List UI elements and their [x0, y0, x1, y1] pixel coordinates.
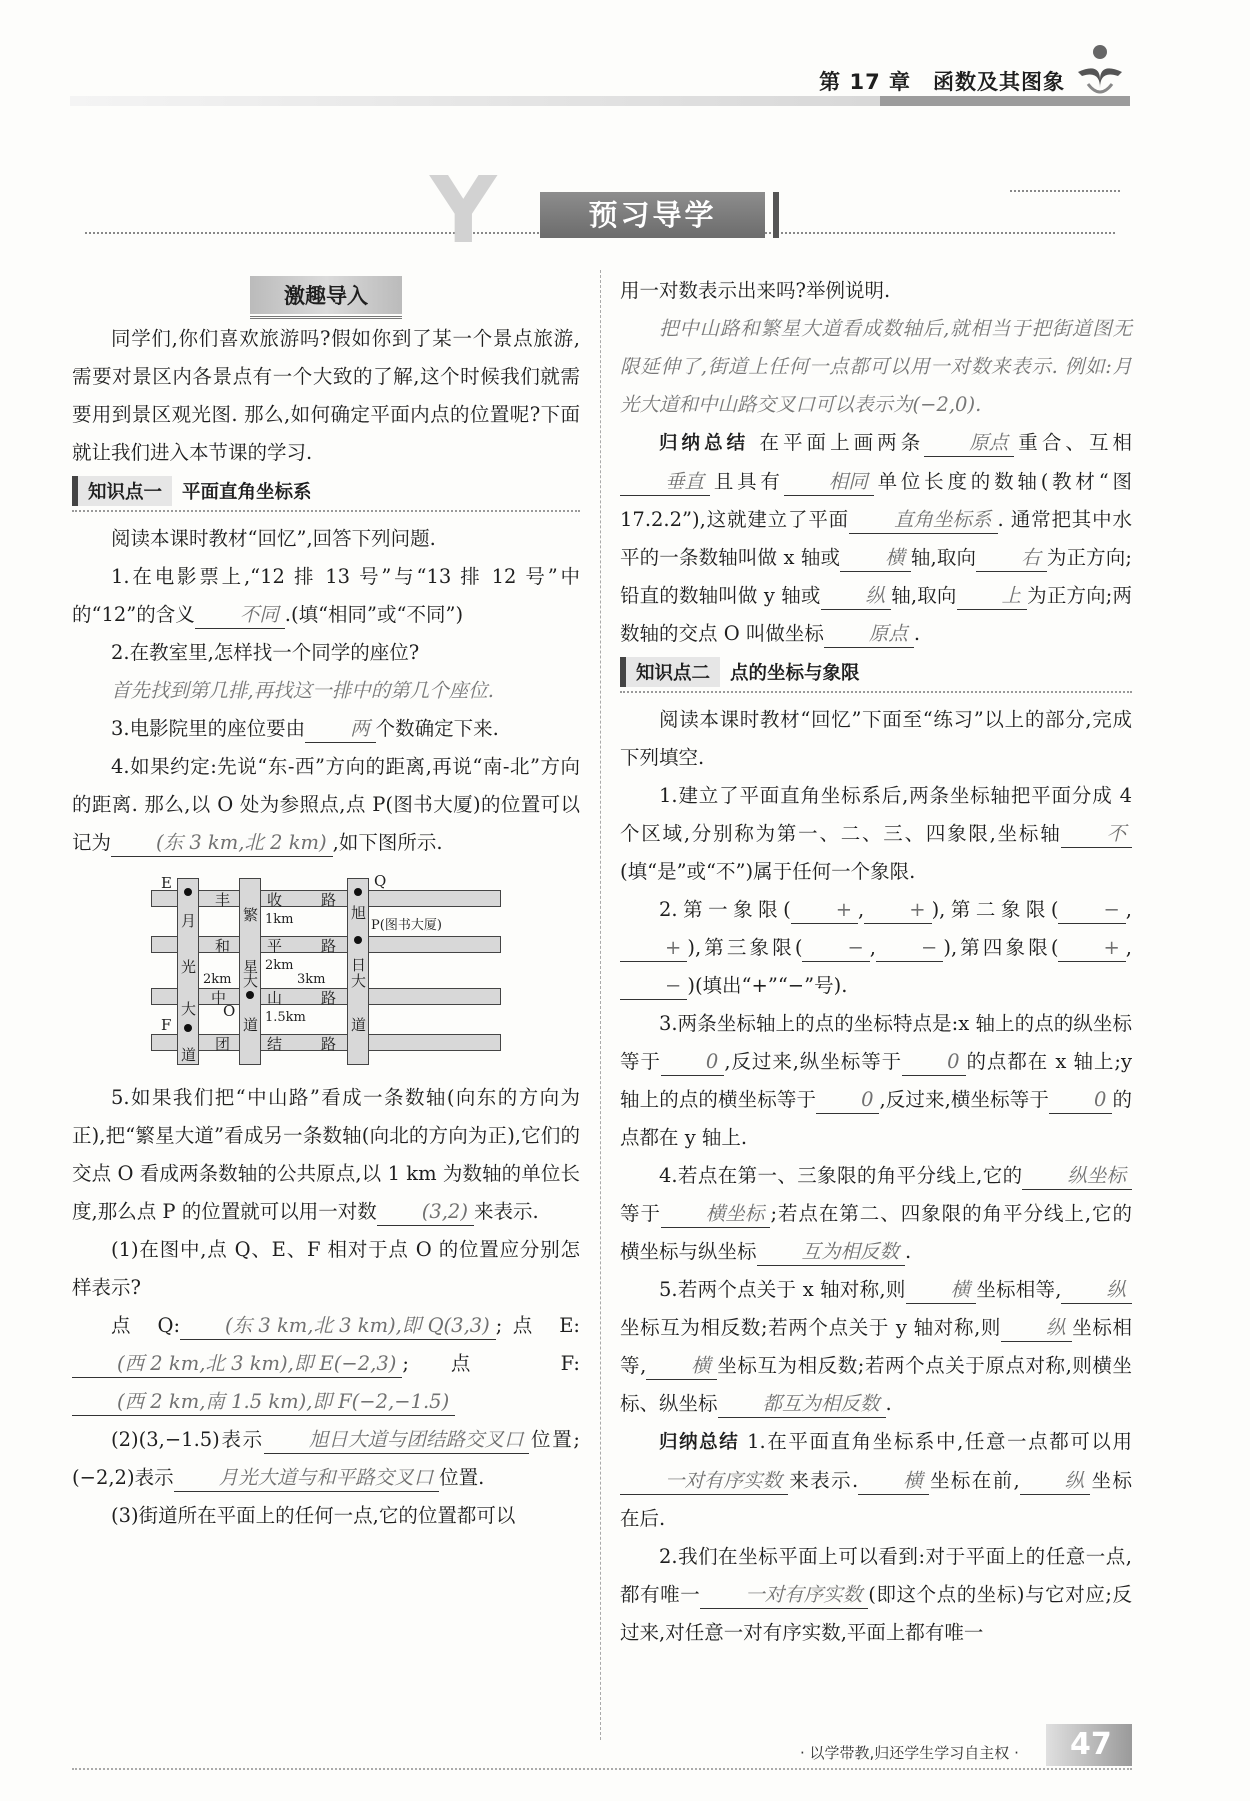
answer-blank: 横	[858, 1468, 929, 1495]
answer-blank: 横	[840, 545, 911, 572]
reading-person-logo-icon	[1070, 40, 1130, 100]
answer-blank: 一对有序实数	[700, 1582, 868, 1609]
page-number: 47	[1070, 1727, 1112, 1762]
road-label: 中	[211, 989, 227, 1007]
answer-blank: −	[802, 935, 869, 962]
answer-blank: 都互为相反数	[718, 1391, 886, 1418]
answer-blank: +	[791, 897, 858, 924]
summary-2-item-2: 2.我们在坐标平面上可以看到:对于平面上的任意一点,都有唯一 一对有序实数 (即这个点的坐标)与它对应;反过来,对任意一对有序实数,平面上都有唯一	[620, 1545, 1132, 1644]
point-label: O	[223, 1002, 236, 1020]
read-instruction-1: 阅读本课时教材“回忆”,回答下列问题.	[111, 527, 436, 550]
item-1: 1.建立了平面直角坐标系后,两条坐标轴把平面分成 4 个区域,分别称为第一、二、三、四象限,坐标轴 不(填“是”或“不”)属于任何一个象限.	[620, 784, 1132, 883]
answer-blank: 原点	[824, 621, 914, 648]
answer-blank: 直角坐标系	[849, 507, 998, 534]
answer-blank: 0	[1049, 1087, 1112, 1114]
road-label: 路	[321, 1035, 337, 1053]
footer-line	[72, 1768, 1132, 1770]
right-column	[620, 272, 1132, 1652]
avenue-label: 大	[181, 1000, 197, 1018]
summary-1: 归纳总结 在平面上画两条 原点 重合、互相垂直 且具有 相同 单位长度的数轴(教材“图 17.2.2”),这就建立了平面 直角坐标系 . 通常把其中水平的一条数轴叫做 x 轴或 横 轴,取向 右 为正方向;铅直的数轴叫做 y 轴或 纵 轴,取向 上 为正方向;两数轴的交点 O 叫做坐标 原点 .	[620, 424, 1132, 653]
avenue-label: 道	[181, 1046, 197, 1064]
item-4: 4.若点在第一、三象限的角平分线上,它的 纵坐标等于 横坐标 ;若点在第二、四象限的角平分线上,它的横坐标与纵坐标 互为相反数 .	[620, 1157, 1132, 1271]
avenue-label: 光	[181, 958, 197, 976]
kp1-title: 平面直角坐标系	[182, 482, 312, 503]
road-label: 平	[267, 937, 283, 955]
point-label: F	[161, 1016, 172, 1034]
answer-blank: 原点	[924, 430, 1014, 457]
answer-blank: 纵坐标	[1022, 1163, 1132, 1190]
question-3: 3.电影院里的座位要由 两 个数确定下来.	[72, 710, 580, 748]
answer-blank: 横	[906, 1277, 977, 1304]
answer-blank: 横	[646, 1353, 717, 1380]
answer-blank: −	[620, 973, 687, 1000]
answer-blank: 不	[1061, 821, 1132, 848]
avenue-label: 大	[351, 972, 367, 990]
map-point	[246, 991, 254, 999]
map-point	[354, 888, 362, 896]
answer-blank: (东 3 km,北 2 km)	[111, 830, 333, 857]
question-2-answer: 首先找到第几排,再找这一排中的第几个座位.	[111, 679, 494, 702]
answer-blank: −	[876, 935, 943, 962]
answer-blank: 纵	[1020, 1468, 1091, 1495]
answer-blank: 纵	[1001, 1315, 1072, 1342]
question-1: 1.在电影票上,“12 排 13 号”与“13 排 12 号”中的“12”的含义 不同 .(填“相同”或“不同”)	[72, 558, 580, 634]
avenue-label: 繁	[243, 906, 259, 924]
answer-blank: 相同	[784, 469, 874, 496]
road-label: 丰	[215, 891, 231, 909]
intro-heading: 激趣导入	[72, 276, 580, 314]
read-instruction-2: 阅读本课时教材“回忆”下面至“练习”以上的部分,完成下列填空.	[620, 708, 1132, 769]
answer-blank: 月光大道与和平路交叉口	[174, 1465, 440, 1492]
road-label: 路	[321, 937, 337, 955]
answer-blank: 上	[957, 583, 1028, 610]
answer-blank: 0	[902, 1049, 965, 1076]
answer-blank: 横坐标	[661, 1201, 771, 1228]
question-5-3: (3)街道所在平面上的任何一点,它的位置都可以	[111, 1504, 516, 1527]
intro-text: 同学们,你们喜欢旅游吗?假如你到了某一个景点旅游,需要对景区内各景点有一个大致的了解,这个时候我们就需要用到景区观光图. 那么,如何确定平面内点的位置呢?下面就让我们进入本节课的学习.	[72, 327, 580, 464]
answer-blank: 两	[305, 716, 376, 743]
avenue-label: 道	[351, 1016, 367, 1034]
street-map	[151, 874, 501, 1069]
distance-label: 2km	[203, 972, 232, 987]
answer-blank: +	[864, 897, 931, 924]
answer-blank: +	[620, 935, 687, 962]
answer-blank: 0	[661, 1049, 724, 1076]
road-label: 山	[267, 989, 283, 1007]
avenue-label: 星	[243, 958, 259, 976]
avenue-label: 道	[243, 1016, 259, 1034]
answer-blank: (东 3 km,北 3 km),即 Q(3,3)	[180, 1313, 496, 1340]
map-point	[184, 888, 192, 896]
chapter-title: 第 17 章 函数及其图象	[819, 70, 1065, 94]
knowledge-point-1	[72, 476, 580, 512]
avenue-label: 月	[181, 912, 197, 930]
question-5-2: (2)(3,−1.5)表示 旭日大道与团结路交叉口 位置;(−2,2)表示 月光大道与和平路交叉口 位置.	[72, 1421, 580, 1497]
answer-blank: 互为相反数	[757, 1239, 906, 1266]
map-point	[184, 1024, 192, 1032]
point-label: Q	[374, 872, 387, 890]
question-2: 2.在教室里,怎样找一个同学的座位?	[111, 641, 420, 664]
knowledge-point-2	[620, 657, 1132, 693]
item-5: 5.若两个点关于 x 轴对称,则 横 坐标相等, 纵坐标互为相反数;若两个点关于 y 轴对称,则 纵 坐标相等, 横 坐标互为相反数;若两个点关于原点对称,则横坐标、纵坐标 都互为相反数 .	[620, 1271, 1132, 1423]
answer-blank: 垂直	[620, 469, 710, 496]
road-label: 收	[267, 891, 283, 909]
summary-2: 归纳总结 1.在平面直角坐标系中,任意一点都可以用一对有序实数 来表示. 横 坐标在前, 纵 坐标在后.	[620, 1430, 1132, 1530]
answer-blank: −	[1058, 897, 1125, 924]
summary-label: 归纳总结	[659, 1432, 740, 1453]
question-5-3-answer: 把中山路和繁星大道看成数轴后,就相当于把街道图无限延伸了,街道上任何一点都可以用一对数来表示. 例如:月光大道和中山路交叉口可以表示为(−2,0).	[620, 317, 1132, 416]
point-label: E	[161, 874, 172, 892]
item-2: 2.第一象限( + , + ),第二象限( − ,+ ),第三象限( − , − ),第四象限( + ,− )(填出“+”“−”号).	[620, 891, 1132, 1005]
answer-blank: 旭日大道与团结路交叉口	[264, 1427, 530, 1454]
answer-blank: (西 2 km,北 3 km),即 E(−2,3)	[72, 1351, 402, 1378]
answer-blank: 纵	[821, 583, 892, 610]
section-title: 预习导学	[540, 192, 765, 238]
distance-label: 2km	[265, 958, 294, 973]
road-label: 和	[215, 937, 231, 955]
avenue-label: 日	[351, 956, 367, 974]
footer-slogan: · 以学带教,归还学生学习自主权 ·	[800, 1744, 1019, 1762]
answer-blank: 右	[976, 545, 1047, 572]
answer-blank: (3,2)	[377, 1199, 474, 1226]
point-label: P(图书大厦)	[371, 918, 442, 933]
answer-blank: 纵	[1061, 1277, 1132, 1304]
question-5-1: (1)在图中,点 Q、E、F 相对于点 O 的位置应分别怎样表示?	[72, 1238, 580, 1299]
avenue-label: 大	[243, 972, 259, 990]
item-3: 3.两条坐标轴上的点的坐标特点是:x 轴上的点的纵坐标等于 0 ,反过来,纵坐标等于 0 的点都在 x 轴上;y 轴上的点的横坐标等于 0 ,反过来,横坐标等于 0 的点都在 y 轴上.	[620, 1012, 1132, 1149]
banner-dotted-line-right	[1010, 190, 1120, 192]
question-5: 5.如果我们把“中山路”看成一条数轴(向东的方向为正),把“繁星大道”看成另一条数轴(向北的方向为正),它们的交点 O 看成两条数轴的公共原点,以 1 km 为数轴的单位长度,那么点 P 的位置就可以用一对数 (3,2) 来表示.	[72, 1079, 580, 1231]
left-column	[72, 272, 580, 1535]
road-label: 路	[321, 891, 337, 909]
avenue-label: 旭	[351, 904, 367, 922]
answer-blank: (西 2 km,南 1.5 km),即 F(−2,−1.5)	[72, 1389, 455, 1416]
column-divider	[600, 270, 601, 1740]
distance-label: 3km	[297, 972, 326, 987]
map-point	[354, 936, 362, 944]
answer-blank: +	[1058, 935, 1125, 962]
banner-letter: Y	[430, 157, 497, 264]
question-4: 4.如果约定:先说“东-西”方向的距离,再说“南-北”方向的距离. 那么,以 O 处为参照点,点 P(图书大厦)的位置可以记为 (东 3 km,北 2 km) ,如下图所示.	[72, 748, 580, 862]
answer-blank: 不同	[195, 602, 285, 629]
road-label: 团	[215, 1035, 231, 1053]
road-label: 结	[267, 1035, 283, 1053]
summary-label: 归纳总结	[659, 433, 750, 454]
question-5-1-answers: 点 Q: (东 3 km,北 3 km),即 Q(3,3) ;点 E:(西 2 km,北 3 km),即 E(−2,3) ;点 F:(西 2 km,南 1.5 km),即 F(−2,−1.5)	[72, 1307, 580, 1421]
kp1-tag: 知识点一	[72, 476, 172, 506]
distance-label: 1km	[265, 912, 294, 927]
road-label: 路	[321, 989, 337, 1007]
answer-blank: 0	[816, 1087, 879, 1114]
kp2-tag: 知识点二	[620, 657, 720, 687]
kp2-title: 点的坐标与象限	[730, 663, 860, 684]
distance-label: 1.5km	[265, 1010, 306, 1025]
banner-cap	[773, 192, 779, 238]
answer-blank: 一对有序实数	[620, 1468, 788, 1495]
question-5-3-continued: 用一对数表示出来吗?举例说明.	[620, 279, 891, 302]
